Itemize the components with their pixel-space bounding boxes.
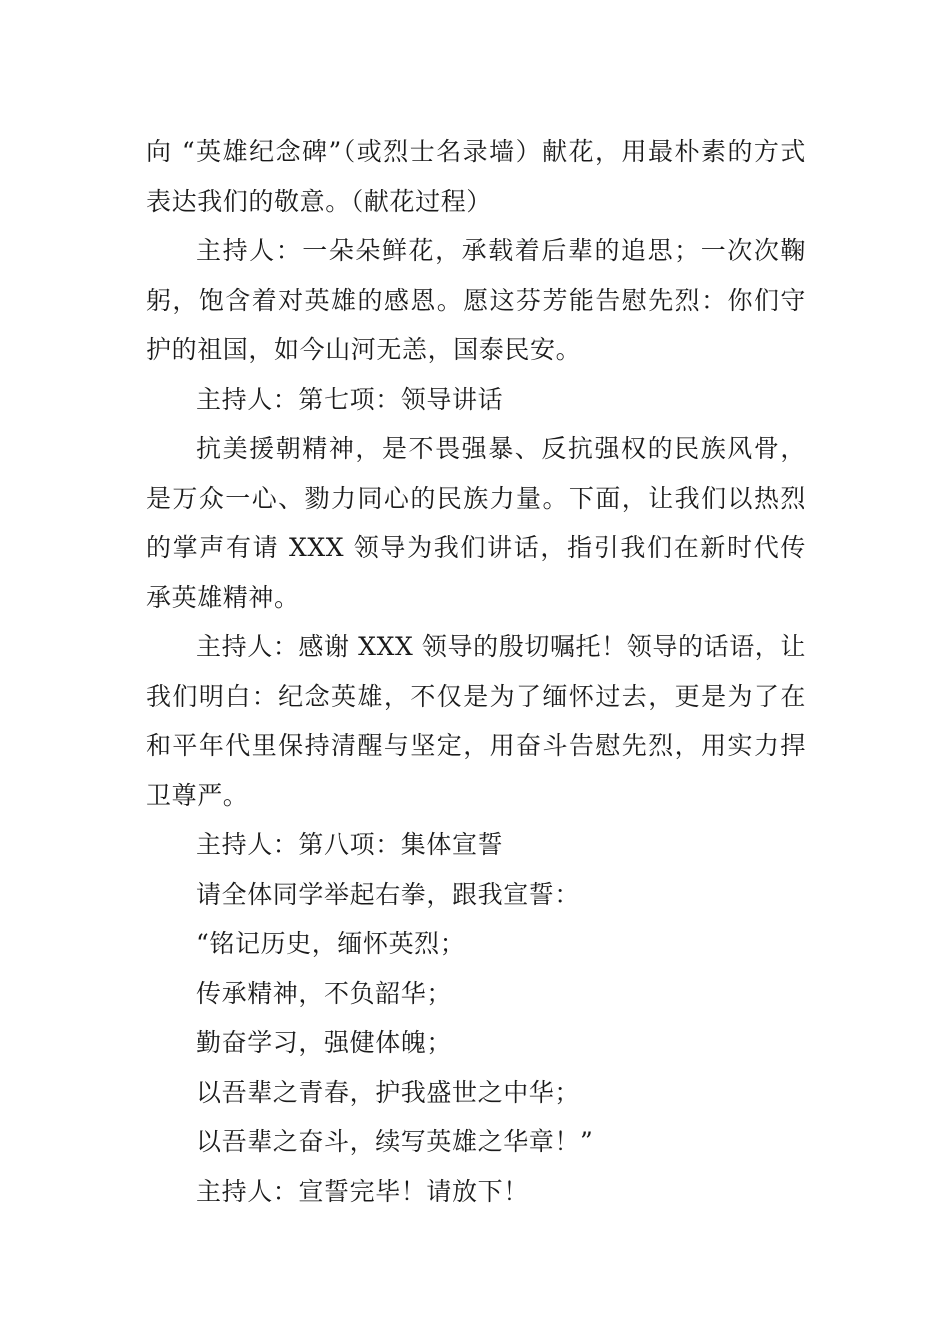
paragraph-flower-offering: 向 “英雄纪念碑”（或烈士名录墙）献花，用最朴素的方式表达我们的敬意。（献花过程）: [146, 137, 806, 216]
paragraph-host-thanks: 主持人：感谢 XXX 领导的殷切嘱托！领导的话语，让我们明白：纪念英雄，不仅是为了缅怀过去，更是为了在和平年代里保持清醒与坚定，用奋斗告慰先烈，用实力捍卫尊严。: [146, 632, 806, 810]
oath-line-3: 勤奋学习，强健体魄；: [196, 1028, 453, 1057]
oath-line-1: “铭记历史，缅怀英烈；: [196, 929, 466, 958]
paragraph-oath-complete: 主持人：宣誓完毕！请放下！: [196, 1176, 529, 1206]
paragraph-leader-intro: 抗美援朝精神，是不畏强暴、反抗强权的民族风骨，是万众一心、勠力同心的民族力量。下面，让我们以热烈的掌声有请 XXX 领导为我们讲话，指引我们在新时代传承英雄精神。: [146, 434, 806, 612]
paragraph-host-flowers: 主持人：一朵朵鲜花，承载着后辈的追思；一次次鞠躬，饱含着对英雄的感恩。愿这芬芳能告慰先烈：你们守护的祖国，如今山河无恙，国泰民安。: [146, 236, 806, 364]
paragraph-oath-instruction: 请全体同学举起右拳，跟我宣誓：: [196, 879, 581, 909]
oath-line-5: 以吾辈之奋斗，续写英雄之华章！”: [196, 1127, 594, 1156]
paragraph-item-eight-heading: 主持人：第八项：集体宣誓: [196, 830, 504, 859]
oath-line-2: 传承精神，不负韶华；: [196, 978, 453, 1008]
document-body: [146, 127, 806, 1216]
paragraph-item-seven-heading: 主持人：第七项：领导讲话: [196, 384, 504, 414]
oath-line-4: 以吾辈之青春，护我盛世之中华；: [196, 1077, 581, 1107]
